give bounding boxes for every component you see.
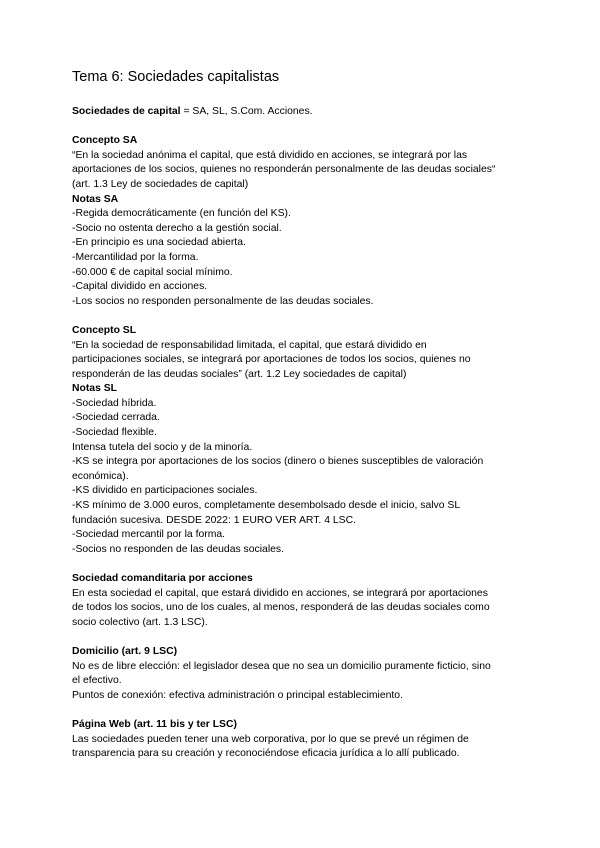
sl-note: -Socios no responden de las deudas sociales. — [72, 543, 284, 555]
intro-label: Sociedades de capital — [72, 106, 181, 117]
spacer — [72, 630, 542, 645]
sa-quote-line: aportaciones de los socios, quienes no responderán personalmente de las deudas sociales“ — [72, 164, 496, 176]
sa-note: -Los socios no responden personalmente de las deudas sociales. — [72, 295, 374, 307]
sl-note: -Sociedad híbrida. — [72, 397, 157, 409]
intro-line — [72, 105, 542, 120]
sl-note: Intensa tutela del socio y de la minoría. — [72, 441, 253, 453]
domicilio-line: el efectivo. — [72, 675, 122, 687]
sca-line: En esta sociedad el capital, que estará dividido en acciones, se integrará por aportaciones — [72, 587, 488, 599]
sa-quote-line: “En la sociedad anónima el capital, que está dividido en acciones, se integrará por las — [72, 149, 468, 161]
sl-quote-line: responderán de las deudas sociales” (art. 1.2 Ley sociedades de capital) — [72, 368, 407, 380]
web-line: transparencia para su creación y reconociéndose eficacia jurídica a lo allí publicado. — [72, 748, 460, 760]
domicilio-line: No es de libre elección: el legislador desea que no sea un domicilio puramente ficticio, sino — [72, 660, 491, 672]
spacer — [72, 557, 542, 572]
section-sa — [72, 134, 542, 309]
section-sca — [72, 572, 542, 630]
sl-notes-heading: Notas SL — [72, 383, 118, 395]
page-title: Tema 6: Sociedades capitalistas — [72, 69, 280, 85]
sa-note: -Socio no ostenta derecho a la gestión social. — [72, 222, 282, 234]
sa-note: -En principio es una sociedad abierta. — [72, 237, 246, 249]
sca-line: de todos los socios, uno de los cuales, al menos, responderá de las deudas sociales como — [72, 602, 490, 614]
sa-note: -Capital dividido en acciones. — [72, 281, 208, 293]
web-heading: Página Web (art. 11 bis y ter LSC) — [72, 718, 237, 730]
spacer — [72, 120, 542, 135]
sl-note: fundación sucesiva. DESDE 2022: 1 EURO VER ART. 4 LSC. — [72, 514, 356, 526]
sa-quote-line: (art. 1.3 Ley de sociedades de capital) — [72, 178, 249, 190]
section-web — [72, 718, 542, 762]
sl-quote-line: “En la sociedad de responsabilidad limitada, el capital, que estará dividido en — [72, 339, 427, 351]
sl-note: -Sociedad cerrada. — [72, 412, 160, 424]
intro-text: = SA, SL, S.Com. Acciones. — [180, 106, 313, 117]
sa-heading: Concepto SA — [72, 135, 138, 147]
sl-quote-line: participaciones sociales, se integrará por aportaciones de todos los socios, quienes no — [72, 354, 471, 366]
sl-note: -Sociedad flexible. — [72, 427, 157, 439]
sa-notes-heading: Notas SA — [72, 193, 119, 205]
domicilio-heading: Domicilio (art. 9 LSC) — [72, 645, 178, 657]
sl-note: -Sociedad mercantil por la forma. — [72, 529, 226, 541]
sa-note: -60.000 € de capital social mínimo. — [72, 266, 233, 278]
document-page — [72, 68, 542, 762]
sa-note: -Regida democráticamente (en función del KS). — [72, 208, 291, 220]
domicilio-line: Puntos de conexión: efectiva administración o principal establecimiento. — [72, 689, 403, 701]
section-domicilio — [72, 645, 542, 703]
sl-note: -KS mínimo de 3.000 euros, completamente desembolsado desde el inicio, salvo SL — [72, 500, 461, 512]
spacer — [72, 703, 542, 718]
sa-note: -Mercantilidad por la forma. — [72, 251, 199, 263]
spacer — [72, 309, 542, 324]
web-line: Las sociedades pueden tener una web corporativa, por lo que se prevé un régimen de — [72, 733, 469, 745]
sl-heading: Concepto SL — [72, 324, 137, 336]
section-sl — [72, 324, 542, 558]
sl-note: -KS se integra por aportaciones de los socios (dinero o bienes susceptibles de valoración — [72, 456, 484, 468]
sca-heading: Sociedad comanditaria por acciones — [72, 573, 253, 584]
sl-note: económica). — [72, 470, 129, 482]
sca-line: socio colectivo (art. 1.3 LSC). — [72, 616, 208, 628]
sl-note: -KS dividido en participaciones sociales. — [72, 485, 258, 497]
